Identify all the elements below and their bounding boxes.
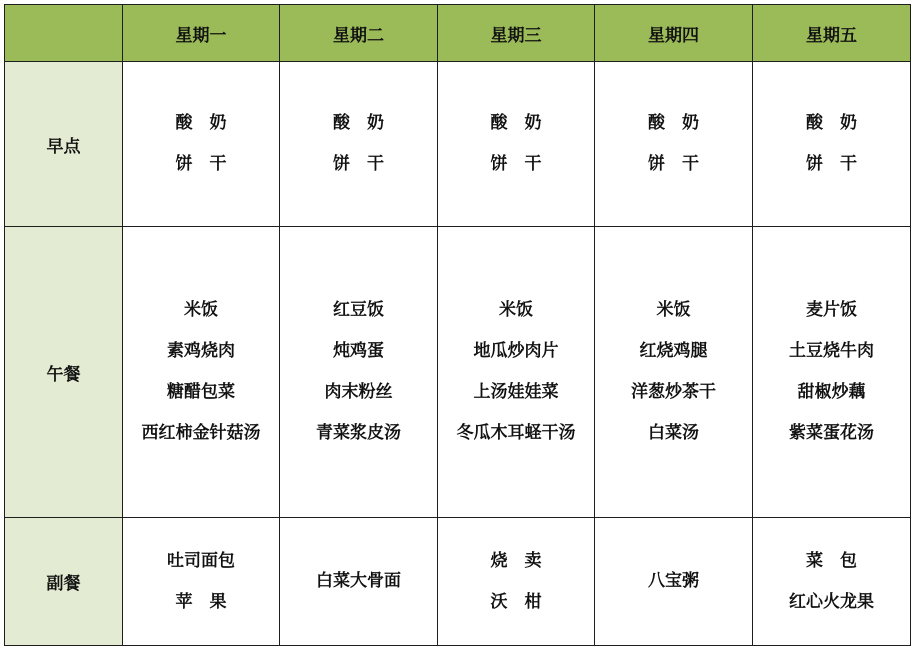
dish-item: 米饭 xyxy=(184,300,218,320)
dish-item: 饼 干 xyxy=(648,154,699,174)
dish-item: 麦片饭 xyxy=(806,300,857,320)
dish-item: 饼 干 xyxy=(490,154,542,174)
dish-item: 红心火龙果 xyxy=(789,591,874,612)
dish-item: 饼 干 xyxy=(175,154,227,174)
dish-item: 甜椒炒藕 xyxy=(797,382,866,402)
dish-item: 西红柿金针菇汤 xyxy=(141,423,261,443)
menu-cell xyxy=(595,518,753,646)
menu-cell xyxy=(280,62,438,227)
dish-item: 肉末粉丝 xyxy=(324,382,393,402)
dish-item: 红豆饭 xyxy=(333,300,384,320)
dish-item: 酸 奶 xyxy=(806,113,857,133)
day-header-monday: 星期一 xyxy=(123,5,280,62)
dish-item: 冬瓜木耳蛏干汤 xyxy=(456,423,576,443)
menu-cell xyxy=(595,62,753,227)
day-header-tuesday: 星期二 xyxy=(280,5,438,62)
dish-item: 米饭 xyxy=(499,300,533,320)
dish-item: 上汤娃娃菜 xyxy=(473,382,559,402)
dish-item: 糖醋包菜 xyxy=(167,382,235,402)
day-header-thursday: 星期四 xyxy=(595,5,753,62)
day-header-wednesday: 星期三 xyxy=(438,5,595,62)
day-header-friday: 星期五 xyxy=(753,5,911,62)
dish-item: 洋葱炒茶干 xyxy=(631,382,716,402)
row-label-lunch: 午餐 xyxy=(5,227,123,518)
dish-item: 土豆烧牛肉 xyxy=(789,341,874,361)
header-row xyxy=(5,5,911,62)
dish-item: 沃 柑 xyxy=(490,591,542,612)
dish-item: 菜 包 xyxy=(806,550,857,571)
dish-item: 白菜大骨面 xyxy=(316,571,401,591)
menu-cell xyxy=(123,62,280,227)
dish-item: 烧 卖 xyxy=(490,550,542,571)
menu-cell xyxy=(280,518,438,646)
menu-cell xyxy=(753,518,911,646)
menu-cell xyxy=(753,62,911,227)
dish-item: 八宝粥 xyxy=(648,571,699,591)
dish-item: 苹 果 xyxy=(175,591,227,612)
dish-item: 酸 奶 xyxy=(175,113,227,133)
menu-cell xyxy=(595,227,753,518)
dish-item: 饼 干 xyxy=(806,154,857,174)
weekly-menu-table xyxy=(4,4,911,646)
dish-item: 红烧鸡腿 xyxy=(639,341,708,361)
menu-cell xyxy=(280,227,438,518)
dish-item: 酸 奶 xyxy=(648,113,699,133)
corner-cell xyxy=(5,5,123,62)
dish-item: 素鸡烧肉 xyxy=(167,341,235,361)
dish-item: 饼 干 xyxy=(333,154,384,174)
menu-cell xyxy=(438,62,595,227)
dish-item: 米饭 xyxy=(656,300,691,320)
extra-meal-row xyxy=(5,518,911,646)
dish-item: 酸 奶 xyxy=(333,113,384,133)
dish-item: 地瓜炒肉片 xyxy=(473,341,559,361)
dish-item: 紫菜蛋花汤 xyxy=(789,423,874,443)
dish-item: 青菜浆皮汤 xyxy=(316,423,401,443)
dish-item: 白菜汤 xyxy=(648,423,699,443)
dish-item: 酸 奶 xyxy=(490,113,542,133)
breakfast-row xyxy=(5,62,911,227)
menu-cell xyxy=(123,227,280,518)
dish-item: 炖鸡蛋 xyxy=(333,341,384,361)
menu-cell xyxy=(438,227,595,518)
menu-cell xyxy=(438,518,595,646)
dish-item: 吐司面包 xyxy=(167,550,235,571)
row-label-extra-meal: 副餐 xyxy=(5,518,123,646)
menu-cell xyxy=(123,518,280,646)
lunch-row xyxy=(5,227,911,518)
row-label-breakfast: 早点 xyxy=(5,62,123,227)
menu-cell xyxy=(753,227,911,518)
